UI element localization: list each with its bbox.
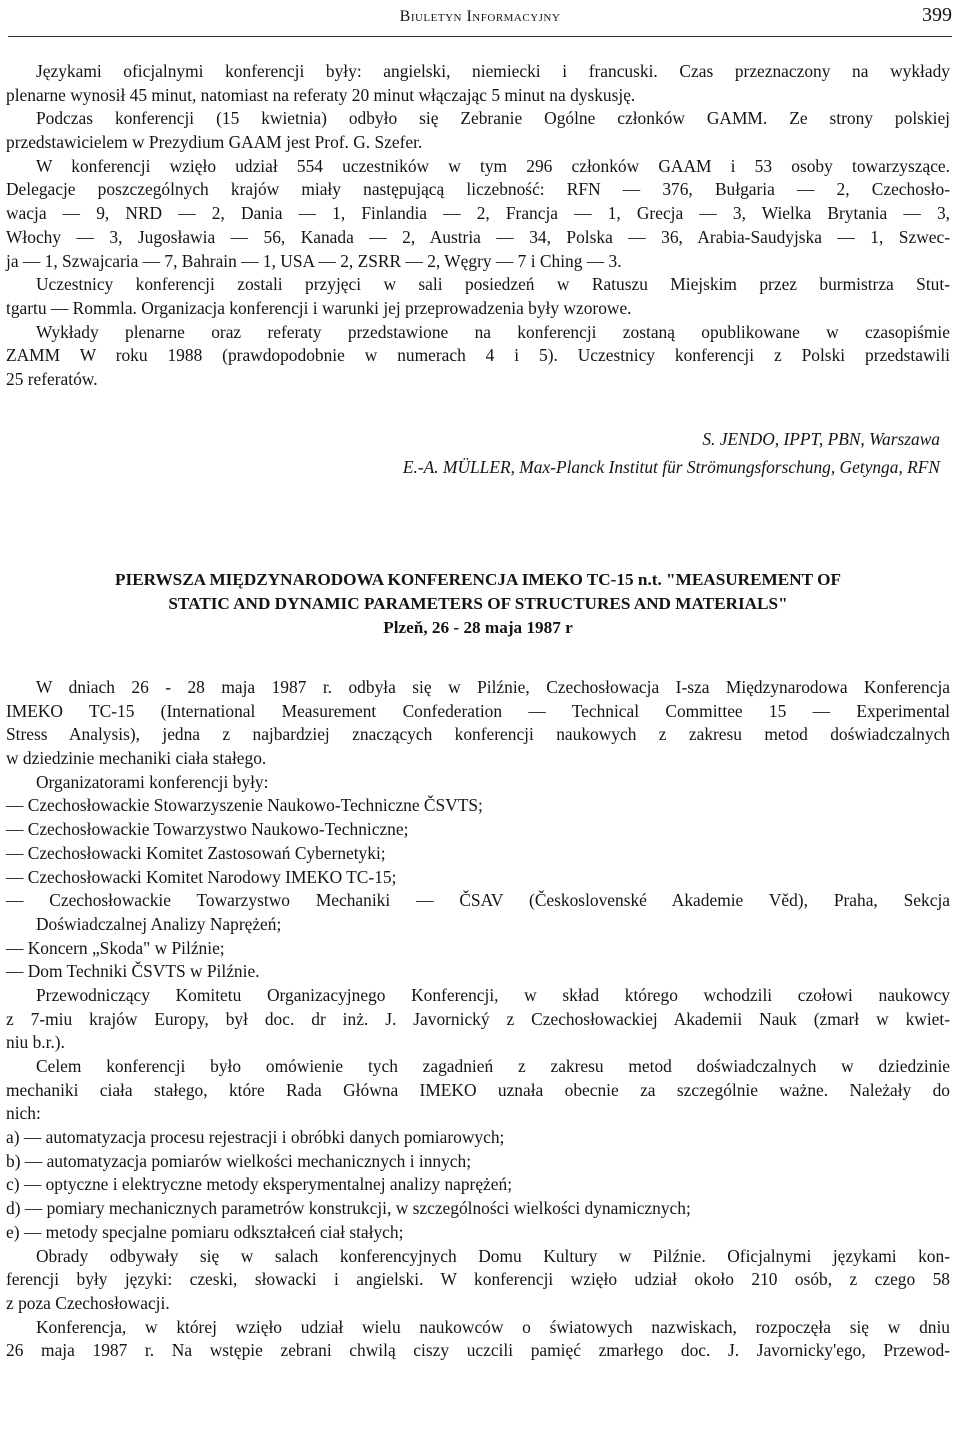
heading-subtitle: Plzeň, 26 - 28 maja 1987 r xyxy=(383,618,573,637)
text-line: 26 maja 1987 r. Na wstępie zebrani chwilą ciszy uczcili pamięć zmarłego doc. J. Javornicky'ego, Przewod- xyxy=(6,1340,950,1361)
text-line: W konferencji wzięło udział 554 uczestników w tym 296 członków GAAM i 53 osoby towarzyszące. xyxy=(36,155,950,176)
list-item: Doświadczalnej Analizy Naprężeń; xyxy=(36,913,282,934)
text-line: ferencji były języki: czeski, słowacki i angielski. W konferencji wzięło udział około 210 osób, z czego 58 xyxy=(6,1269,950,1290)
list-item: — Czechosłowackie Towarzystwo Mechaniki — ČSAV (Československé Akademie Věd), Praha, Sekcja xyxy=(6,890,950,911)
text-line: Stress Analysis), jedna z najbardziej znaczących konferencji naukowych z zakresu metod doświadczalnych xyxy=(6,724,950,745)
list-item: e) — metody specjalne pomiaru odkształceń ciał stałych; xyxy=(6,1221,404,1242)
list-item: b) — automatyzacja pomiarów wielkości mechanicznych i innych; xyxy=(6,1150,472,1171)
heading-line: STATIC AND DYNAMIC PARAMETERS OF STRUCTURES AND MATERIALS" xyxy=(168,594,788,613)
list-item: — Czechosłowacki Komitet Narodowy IMEKO TC-15; xyxy=(6,866,397,887)
journal-title: Biuletyn Informacyjny xyxy=(399,8,561,25)
text-line: z poza Czechosłowacji. xyxy=(6,1292,170,1313)
text-line: tgartu — Rommla. Organizacja konferencji i warunki jej przeprowadzenia były wzorowe. xyxy=(6,297,632,318)
signature-muller: E.-A. MÜLLER, Max-Planck Institut für Strömungsforschung, Getynga, RFN xyxy=(402,457,940,477)
conference-heading xyxy=(6,568,950,640)
text-line: Organizatorami konferencji były: xyxy=(36,771,269,792)
text-line: Delegacje poszczególnych krajów miały następującą liczebność: RFN — 376, Bułgaria — 2, Czechosło- xyxy=(6,179,950,200)
text-line: Wykłady plenarne oraz referaty przedstawione na konferencji zostaną opublikowane w czasopiśmie xyxy=(36,321,950,342)
text-line: 25 referatów. xyxy=(6,368,98,389)
page-number: 399 xyxy=(922,4,952,26)
signature-jendo: S. JENDO, IPPT, PBN, Warszawa xyxy=(702,429,940,449)
list-item: — Czechosłowackie Towarzystwo Naukowo-Techniczne; xyxy=(6,819,409,840)
text-line: IMEKO TC-15 (International Measurement Confederation — Technical Committee 15 — Experimental xyxy=(6,700,950,721)
text-line: Podczas konferencji (15 kwietnia) odbyło się Zebranie Ogólne członków GAMM. Ze strony polskiej xyxy=(36,108,950,129)
list-item: c) — optyczne i elektryczne metody eksperymentalnej analizy naprężeń; xyxy=(6,1174,513,1195)
heading-line: PIERWSZA MIĘDZYNARODOWA KONFERENCJA IMEKO TC-15 n.t. "MEASUREMENT OF xyxy=(115,570,841,589)
text-line: mechaniki ciała stałego, które Rada Główna IMEKO uznała obecnie za szczególnie ważne. Należały do xyxy=(6,1079,950,1100)
signatures xyxy=(6,425,950,481)
text-line: Uczestnicy konferencji zostali przyjęci w sali posiedzeń w Ratuszu Miejskim przez burmistrza Stut- xyxy=(36,274,950,295)
text-line: plenarne wynosił 45 minut, natomiast na referaty 20 minut włączając 5 minut na dyskusję. xyxy=(6,84,636,105)
list-item: — Dom Techniki ČSVTS w Pilźnie. xyxy=(6,961,260,982)
text-line: z 7-miu krajów Europy, był doc. dr inż. J. Javornický z Czechosłowackiej Akademii Nauk (zmarł w kwiet- xyxy=(6,1008,950,1029)
list-item: — Czechosłowacki Komitet Zastosowań Cybernetyki; xyxy=(6,842,386,863)
text-line: przedstawicielem w Prezydium GAAM jest Prof. G. Szefer. xyxy=(6,132,423,153)
list-item: d) — pomiary mechanicznych parametrów konstrukcji, w szczególności wielkości dynamicznych; xyxy=(6,1198,691,1219)
text-line: Celem konferencji było omówienie tych zagadnień z zakresu metod doświadczalnych w dziedzinie xyxy=(36,1056,950,1076)
text-line: Włochy — 3, Jugosławia — 56, Kanada — 2, Austria — 34, Polska — 36, Arabia-Saudyjska — 1, Szwec- xyxy=(6,226,950,247)
text-line: nich: xyxy=(6,1103,41,1124)
text-line: wacja — 9, NRD — 2, Dania — 1, Finlandia — 2, Francja — 1, Grecja — 3, Wielka Brytania — 3, xyxy=(6,203,950,224)
text-line: W dniach 26 - 28 maja 1987 r. odbyła się w Pilźnie, Czechosłowacja I-sza Międzynarodowa Konferencja xyxy=(36,677,950,697)
imeko-report-text xyxy=(6,676,950,1363)
text-line: Konferencja, w której wzięło udział wielu naukowców o światowych nazwiskach, rozpoczęła się w dniu xyxy=(36,1316,950,1337)
list-item: a) — automatyzacja procesu rejestracji i obróbki danych pomiarowych; xyxy=(6,1127,505,1148)
gamm-report-text xyxy=(6,60,950,392)
text-line: ja — 1, Szwajcaria — 7, Bahrain — 1, USA — 2, ZSRR — 2, Węgry — 7 i Ching — 3. xyxy=(6,250,622,271)
running-header xyxy=(8,2,952,32)
text-line: Językami oficjalnymi konferencji były: angielski, niemiecki i francuski. Czas przeznaczony na wykłady xyxy=(36,61,950,81)
header-rule xyxy=(8,36,952,37)
text-line: Obrady odbywały się w salach konferencyjnych Domu Kultury w Pilźnie. Oficjalnymi językami kon- xyxy=(36,1245,950,1266)
text-line: niu b.r.). xyxy=(6,1032,65,1053)
text-line: w dziedzinie mechaniki ciała stałego. xyxy=(6,748,267,769)
list-item: — Czechosłowackie Stowarzyszenie Naukowo-Techniczne ČSVTS; xyxy=(6,795,483,816)
text-line: Przewodniczący Komitetu Organizacyjnego Konferencji, w skład którego wchodzili czołowi naukowcy xyxy=(36,984,950,1005)
text-line: ZAMM W roku 1988 (prawdopodobnie w numerach 4 i 5). Uczestnicy konferencji z Polski przedstawili xyxy=(6,345,950,366)
list-item: — Koncern „Skoda" w Pilźnie; xyxy=(6,937,225,958)
